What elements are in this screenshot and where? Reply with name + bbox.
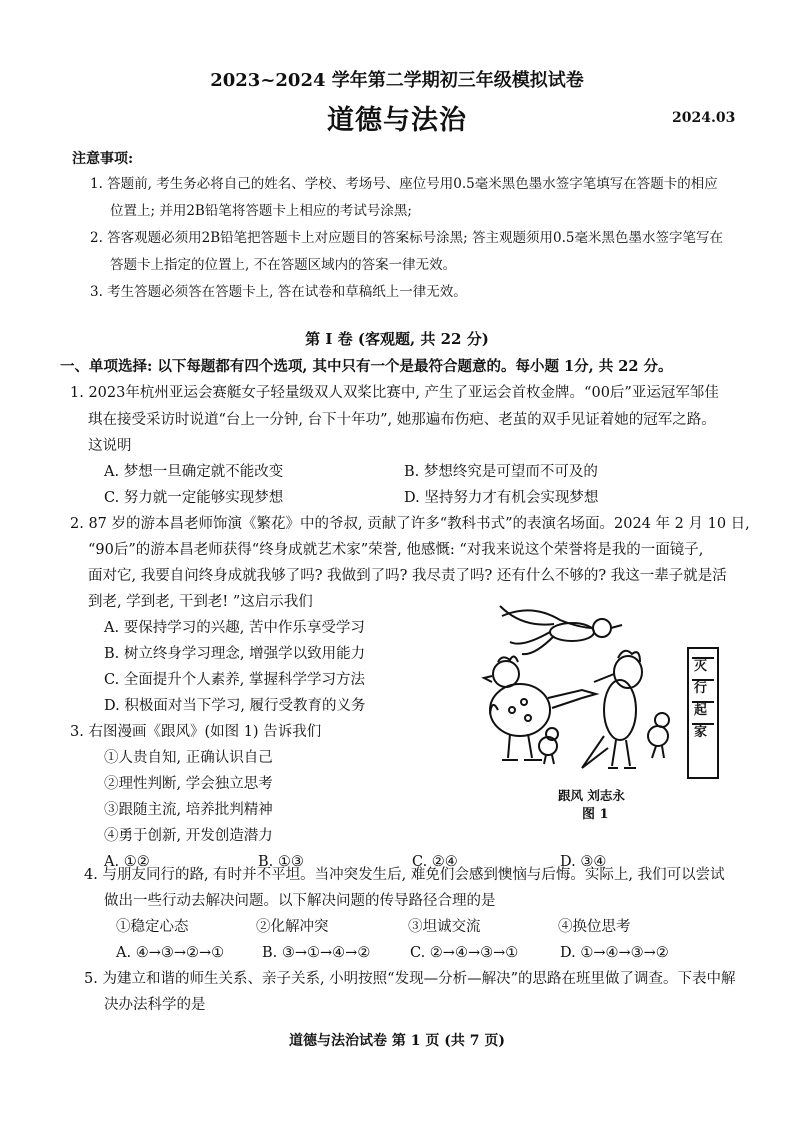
q3-item-1: ①人贵自知, 正确认识自己 [104,750,273,766]
q3-option-d: D. ③④ [560,854,607,870]
q4-item-1: ①稳定心态 [116,919,189,935]
q2-option-d: D. 积极面对当下学习, 履行受教育的义务 [104,698,366,714]
q2-line-3: 面对它, 我要自问终身成就我够了吗? 我做到了吗? 我尽责了吗? 还有什么不够的? 我这一辈子就是活 [88,568,727,584]
notice-item-1-cont: 位置上; 并用2B铅笔将答题卡上相应的考试号涂黑; [110,203,412,219]
page-footer: 道德与法治试卷 第 1 页 (共 7 页) [289,1033,505,1049]
q1-option-c: C. 努力就一定能够实现梦想 [104,490,284,506]
q4-option-c: C. ②→④→③→① [410,945,519,961]
q1-option-a: A. 梦想一旦确定就不能改变 [104,464,284,480]
q3-option-c: C. ②④ [412,854,458,870]
notice-item-2: 2. 答客观题必须用2B铅笔把答题卡上对应题目的答案标号涂黑; 答主观题须用0.5毫米黑色墨水签字笔写在 [90,230,723,246]
q1-line-2: 琪在接受采访时说道“台上一分钟, 台下十年功”, 她那遍布伤疤、老茧的双手见证着她的冠军之路。 [88,412,716,428]
q2-option-b: B. 树立终身学习理念, 增强学以致用能力 [104,646,366,662]
figure-label: 图 1 [582,807,609,822]
q4-item-2: ②化解冲突 [256,919,329,935]
q2-line-1: 2. 87 岁的游本昌老师饰演《繁花》中的爷叔, 贡献了许多“教科书式”的表演名场面。2024 年 2 月 10 日, [70,516,750,532]
section-instruction: 一、单项选择: 以下每题都有四个选项, 其中只有一个是最符合题意的。每小题 1分, 共 22 分。 [60,358,673,375]
q4-line-1: 4. 与朋友同行的路, 有时并不平坦。当冲突发生后, 难免们会感到懊恼与后悔。实际上, 我们可以尝试 [84,867,725,883]
q3-option-a: A. ①② [104,854,150,870]
q2-line-4: 到老, 学到老, 干到老! ”这启示我们 [88,594,313,610]
q3-stem: 3. 右图漫画《跟风》(如图 1) 告诉我们 [70,724,322,740]
notice-item-1: 1. 答题前, 考生务必将自己的姓名、学校、考场号、座位号用0.5毫米黑色墨水签字笔填写在答题卡的相应 [90,176,718,192]
q4-option-a: A. ④→③→②→① [116,945,225,961]
q4-item-3: ③坦诚交流 [408,919,481,935]
q4-option-d: D. ①→④→③→② [560,945,669,961]
exam-title: 2023~2024 学年第二学期初三年级模拟试卷 [210,70,584,91]
q1-option-d: D. 坚持努力才有机会实现梦想 [404,490,599,506]
q1-line-3: 这说明 [88,438,132,454]
q4-item-4: ④换位思考 [558,919,631,935]
q4-line-2: 做出一些行动去解决问题。以下解决问题的传导路径合理的是 [104,893,496,909]
q3-option-b: B. ①③ [258,854,304,870]
q2-option-a: A. 要保持学习的兴趣, 苦中作乐享受学习 [104,620,365,636]
cartoon-figure [462,598,728,820]
q2-line-2: “90后”的游本昌老师获得“终身成就艺术家”荣誉, 他感慨: “对我来说这个荣誉将是我的一面镜子, [88,542,704,558]
q4-option-b: B. ③→①→④→② [262,945,371,961]
q2-option-c: C. 全面提升个人素养, 掌握科学学习方法 [104,672,366,688]
q1-line-1: 1. 2023年杭州亚运会赛艇女子轻量级双人双桨比赛中, 产生了亚运会首枚金牌。“00后”亚运冠军邹佳 [70,385,719,401]
q3-item-2: ②理性判断, 学会独立思考 [104,776,273,792]
notice-item-2-cont: 答题卡上指定的位置上, 不在答题区域内的答案一律无效。 [110,257,457,273]
q3-item-4: ④勇于创新, 开发创造潜力 [104,828,273,844]
sign-text: 灭行起家 [694,659,708,740]
subject-title: 道德与法治 [327,105,467,136]
q5-line-2: 决办法科学的是 [104,997,206,1013]
q3-item-3: ③跟随主流, 培养批判精神 [104,802,273,818]
exam-date: 2024.03 [672,110,736,126]
figure-caption: 跟风 刘志永 [558,788,625,803]
section-title: 第 I 卷 (客观题, 共 22 分) [305,330,489,348]
q5-line-1: 5. 为建立和谐的师生关系、亲子关系, 小明按照“发现—分析—解决”的思路在班里做了调查。下表中解 [84,971,736,987]
notice-item-3: 3. 考生答题必须答在答题卡上, 答在试卷和草稿纸上一律无效。 [90,284,467,300]
q1-option-b: B. 梦想终究是可望而不可及的 [404,464,598,480]
notice-heading: 注意事项: [72,151,134,167]
